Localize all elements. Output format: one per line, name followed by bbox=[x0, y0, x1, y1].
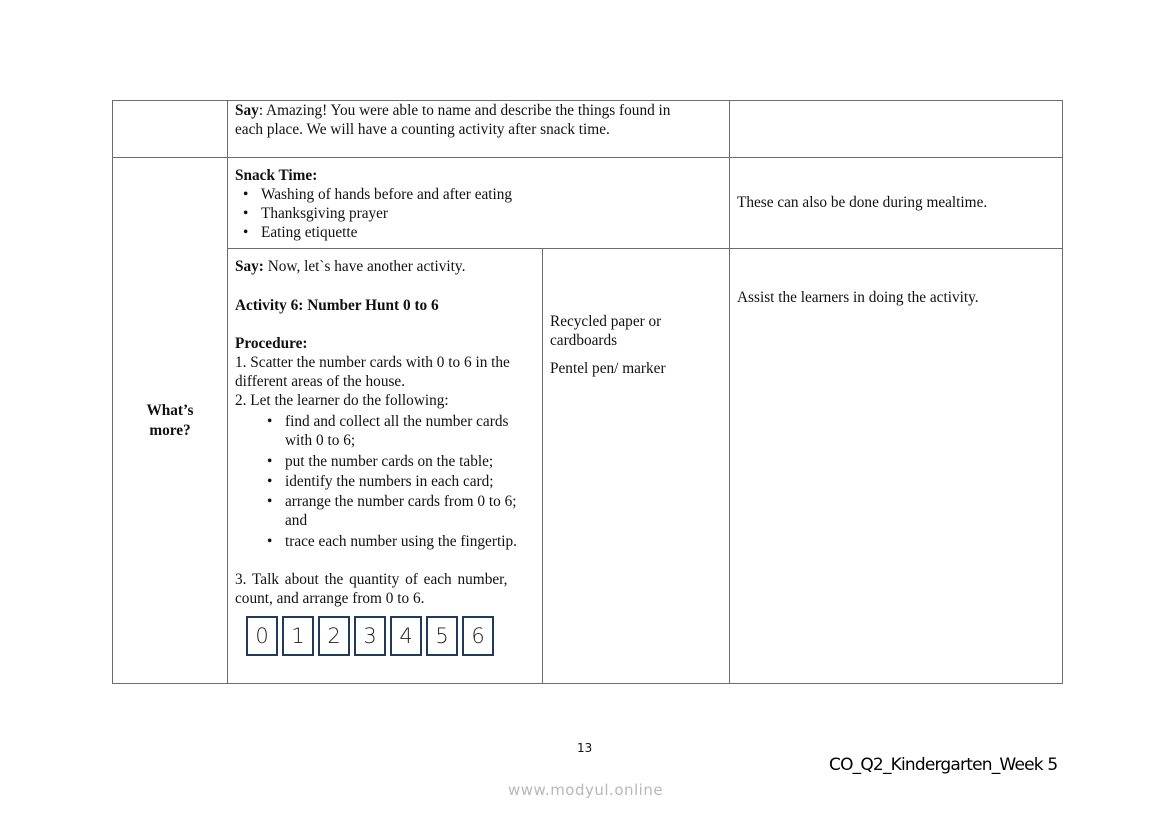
activity-note: Assist the learners in doing the activity. bbox=[737, 289, 979, 306]
column-divider bbox=[542, 248, 543, 684]
snack-title: Snack Time: bbox=[235, 167, 318, 184]
procedure-bullet-cont: with 0 to 6; bbox=[285, 432, 356, 449]
say-paragraph-line2: each place. We will have a counting activity after snack time. bbox=[235, 121, 610, 138]
section-label bbox=[113, 401, 227, 440]
table-border-left bbox=[112, 100, 113, 684]
say-label: Say: bbox=[235, 258, 264, 275]
column-divider bbox=[729, 157, 730, 684]
watermark: www.modyul.online bbox=[508, 781, 664, 799]
snack-item: • Thanksgiving prayer bbox=[261, 204, 388, 224]
material-item: Pentel pen/ marker bbox=[550, 360, 666, 377]
page-number: 13 bbox=[577, 741, 593, 755]
say-label: Say bbox=[235, 102, 259, 119]
procedure-bullet: • arrange the number cards from 0 to 6; bbox=[285, 492, 517, 512]
step-3: 3. Talk about the quantity of each number, bbox=[235, 571, 508, 588]
say-text: Now, let`s have another activity. bbox=[263, 258, 466, 275]
material-item: Recycled paper or bbox=[550, 313, 662, 330]
step-3-cont: count, and arrange from 0 to 6. bbox=[235, 590, 425, 607]
procedure-bullet: • trace each number using the fingertip. bbox=[285, 532, 517, 552]
procedure-bullet: • find and collect all the number cards bbox=[285, 412, 508, 432]
column-divider bbox=[227, 100, 228, 684]
activity-title: Activity 6: Number Hunt 0 to 6 bbox=[235, 297, 439, 314]
number-card: 5 bbox=[426, 616, 458, 656]
footer-label: CO_Q2_Kindergarten_Week 5 bbox=[829, 755, 1058, 775]
number-card: 1 bbox=[282, 616, 314, 656]
procedure-label: Procedure: bbox=[235, 335, 308, 352]
snack-note: These can also be done during mealtime. bbox=[737, 194, 988, 211]
procedure-bullet: • put the number cards on the table; bbox=[285, 452, 493, 472]
section-label-line: more? bbox=[149, 421, 191, 439]
number-card: 4 bbox=[390, 616, 422, 656]
say-paragraph bbox=[235, 101, 670, 121]
table-border-right bbox=[1062, 100, 1063, 684]
snack-item: • Washing of hands before and after eating bbox=[261, 185, 512, 205]
material-item-cont: cardboards bbox=[550, 332, 618, 349]
step-1-cont: different areas of the house. bbox=[235, 373, 406, 390]
step-2: 2. Let the learner do the following: bbox=[235, 392, 449, 409]
snack-item: • Eating etiquette bbox=[261, 223, 357, 243]
number-card: 2 bbox=[318, 616, 350, 656]
column-divider bbox=[729, 100, 730, 158]
say-text: : Amazing! You were able to name and describe the things found in bbox=[258, 102, 671, 119]
row-divider bbox=[227, 248, 1063, 249]
number-card: 6 bbox=[462, 616, 494, 656]
row-divider bbox=[112, 157, 1063, 158]
number-cards bbox=[246, 616, 494, 656]
procedure-bullet: • identify the numbers in each card; bbox=[285, 472, 494, 492]
procedure-bullet-cont: and bbox=[285, 512, 308, 529]
step-1: 1. Scatter the number cards with 0 to 6 in the bbox=[235, 354, 510, 371]
say-paragraph bbox=[235, 257, 465, 277]
table-border-bottom bbox=[112, 683, 1063, 684]
section-label-line: What’s bbox=[146, 402, 194, 419]
number-card: 3 bbox=[354, 616, 386, 656]
number-card: 0 bbox=[246, 616, 278, 656]
